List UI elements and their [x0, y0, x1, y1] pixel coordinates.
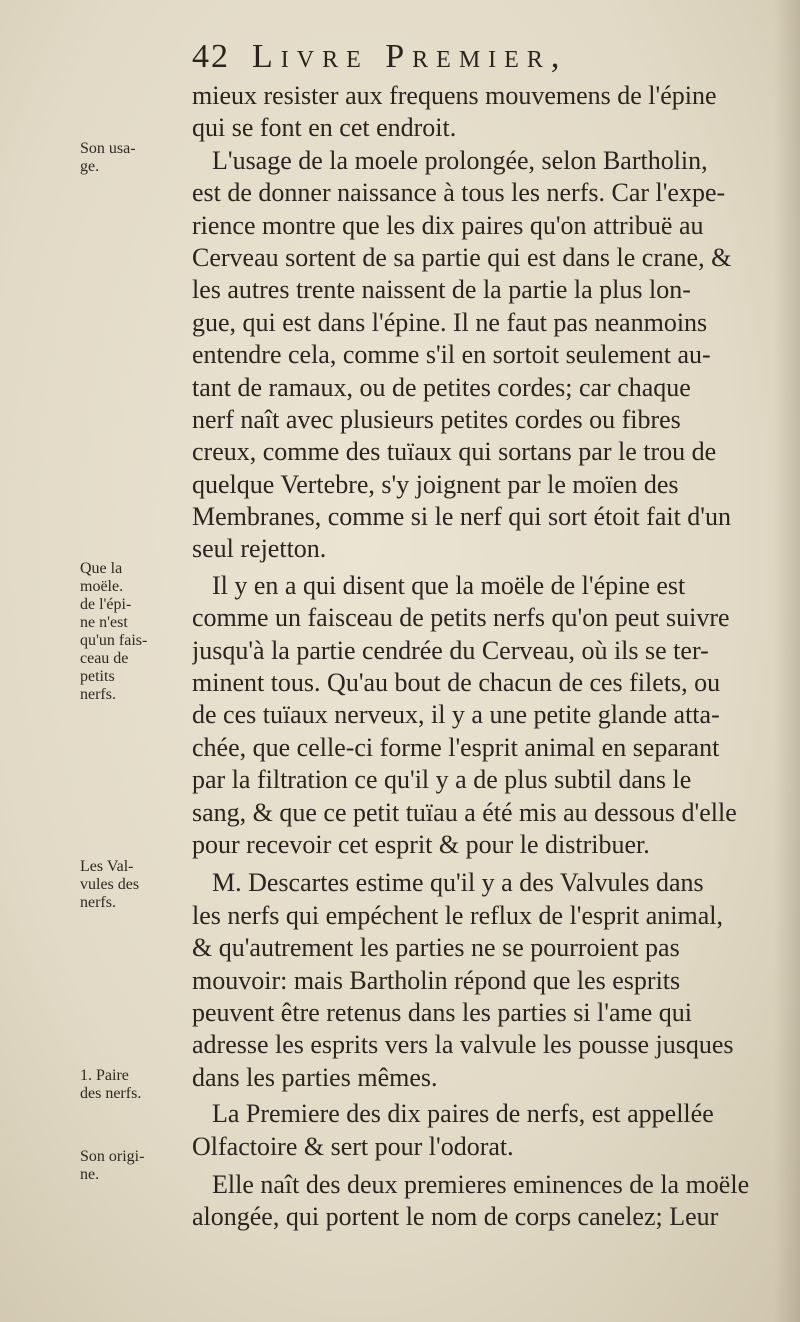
margin-note-line: Que la: [80, 560, 123, 577]
text-line: les nerfs qui empéchent le reflux de l'esprit animal,: [192, 900, 723, 930]
margin-note-line: des nerfs.: [80, 1085, 142, 1102]
text-line: & qu'autrement les parties ne se pourroient pas: [192, 933, 680, 963]
text-line: comme un faisceau de petits nerfs qu'on peut suivre: [192, 603, 730, 633]
text-line: qui se font en cet endroit.: [192, 113, 457, 143]
margin-note-line: 1. Paire: [80, 1067, 129, 1084]
margin-note-son-usage: [80, 140, 180, 176]
body-text: [192, 80, 772, 1234]
running-head: [192, 38, 772, 84]
text-line: peuvent être retenus dans les parties si l'ame qui: [192, 997, 692, 1027]
text-line: seul rejetton.: [192, 534, 327, 564]
text-line: gue, qui est dans l'épine. Il ne faut pas neanmoins: [192, 307, 708, 337]
running-title: Livre Premier,: [252, 38, 568, 75]
text-line: jusqu'à la partie cendrée du Cerveau, où ils se ter-: [192, 635, 709, 665]
margin-note-line: moële.: [80, 578, 124, 595]
text-line: mieux resister aux frequens mouvemens de l'épine: [192, 81, 717, 110]
text-line: par la filtration ce qu'il y a de plus subtil dans le: [192, 765, 692, 795]
text-line: nerf naît avec plusieurs petites cordes ou fibres: [192, 404, 681, 434]
text-line: les autres trente naissent de la partie la plus lon-: [192, 275, 691, 305]
margin-note-line: petits: [80, 668, 115, 685]
margin-note-line: ne.: [80, 1166, 100, 1183]
text-line: de ces tuïaux nerveux, il y a une petite glande atta-: [192, 700, 720, 730]
margin-note-line: vules des: [80, 876, 140, 893]
text-line: est de donner naissance à tous les nerfs. Car l'expe-: [192, 178, 726, 208]
margin-note-line: nerfs.: [80, 686, 116, 703]
text-line: quelque Vertebre, s'y joignent par le moïen des: [192, 469, 679, 499]
margin-note-line: Son origi-: [80, 1148, 145, 1165]
margin-note-valvules: [80, 858, 180, 912]
margin-note-moele-faisceau: [80, 560, 180, 704]
text-line: Cerveau sortent de sa partie qui est dans le crane, &: [192, 242, 732, 272]
page-number: 42: [192, 38, 230, 75]
text-line: pour recevoir cet esprit & pour le distribuer.: [192, 829, 650, 859]
text-line: La Premiere des dix paires de nerfs, est appellée: [212, 1099, 714, 1129]
text-line: entendre cela, comme s'il en sortoit seulement au-: [192, 340, 711, 370]
margin-note-origine: [80, 1148, 180, 1184]
text-line: sang, & que ce petit tuïau a été mis au dessous d'elle: [192, 797, 737, 827]
margin-note-line: de l'épi-: [80, 596, 132, 613]
text-line: M. Descartes estime qu'il y a des Valvules dans: [212, 868, 704, 898]
margin-note-line: ceau de: [80, 650, 129, 667]
text-line: alongée, qui portent le nom de corps canelez; Leur: [192, 1202, 719, 1232]
margin-note-line: nerfs.: [80, 894, 116, 911]
margin-note-line: ge.: [80, 158, 100, 175]
text-line: Il y en a qui disent que la moële de l'épine est: [212, 570, 686, 600]
margin-note-line: Son usa-: [80, 140, 136, 157]
text-line: dans les parties mêmes.: [192, 1062, 438, 1092]
text-line: tant de ramaux, ou de petites cordes; car chaque: [192, 372, 691, 402]
text-line: Membranes, comme si le nerf qui sort étoit fait d'un: [192, 502, 731, 532]
text-line: minent tous. Qu'au bout de chacun de ces filets, ou: [192, 668, 721, 698]
text-line: L'usage de la moele prolongée, selon Bartholin,: [212, 145, 708, 175]
margin-note-line: ne n'est: [80, 614, 128, 631]
text-line: Olfactoire & sert pour l'odorat.: [192, 1131, 514, 1161]
text-line: Elle naît des deux premieres eminences de la moële: [212, 1169, 750, 1199]
text-line: creux, comme des tuïaux qui sortans par le trou de: [192, 437, 717, 467]
margin-note-premiere-paire: [80, 1067, 180, 1103]
text-line: rience montre que les dix paires qu'on attribuë au: [192, 210, 704, 240]
text-line: mouvoir: mais Bartholin répond que les esprits: [192, 965, 681, 995]
text-line: adresse les esprits vers la valvule les pousse jusques: [192, 1030, 734, 1060]
margin-note-line: Les Val-: [80, 858, 134, 875]
margin-note-line: qu'un fais-: [80, 632, 148, 649]
text-line: chée, que celle-ci forme l'esprit animal en separant: [192, 732, 720, 762]
